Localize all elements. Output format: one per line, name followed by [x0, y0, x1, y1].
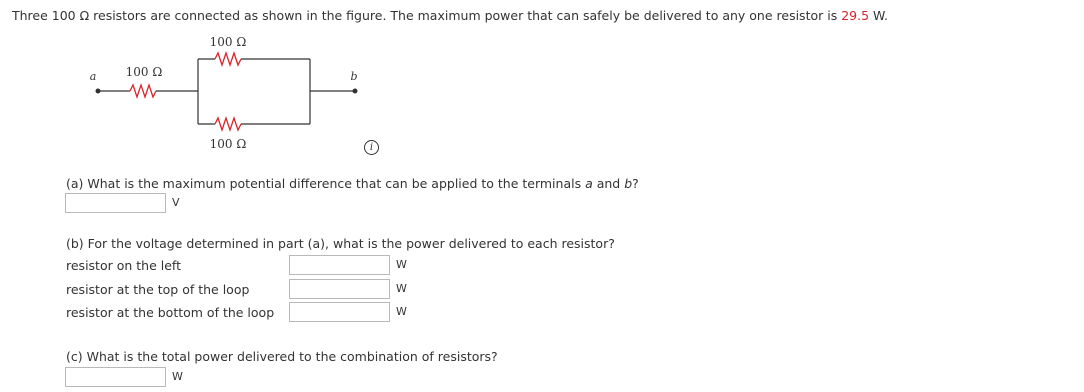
part-b-top-power-input[interactable] — [289, 279, 390, 299]
part-b-bottom-label: resistor at the bottom of the loop — [66, 305, 275, 320]
resistor-left-zigzag — [130, 85, 156, 97]
part-a-question-prefix: (a) What is the maximum potential difference that can be applied to the terminals — [66, 176, 586, 191]
part-b-bottom-unit: W — [389, 302, 413, 322]
part-c-total-power-input[interactable] — [65, 367, 166, 387]
part-b-question: (b) For the voltage determined in part (a), what is the power delivered to each resistor? — [66, 236, 615, 251]
part-c-unit: W — [165, 367, 189, 387]
part-b-top-unit: W — [389, 279, 413, 299]
resistor-bottom-label: 100 Ω — [209, 137, 247, 151]
problem-statement — [12, 8, 888, 23]
part-a-and: and — [592, 176, 625, 191]
part-b-left-unit: W — [389, 255, 413, 275]
resistor-left-label: 100 Ω — [125, 65, 163, 79]
part-a-question — [66, 176, 639, 191]
problem-text-before: Three 100 Ω resistors are connected as shown in the figure. The maximum power that can safely be delivered to any one resistor is — [12, 8, 842, 23]
resistor-top-zigzag — [215, 53, 241, 65]
part-c-question: (c) What is the total power delivered to the combination of resistors? — [66, 349, 498, 364]
problem-text-after: W. — [869, 8, 888, 23]
resistor-top-label: 100 Ω — [209, 35, 247, 49]
terminal-b-label: b — [350, 70, 358, 83]
resistor-bottom-zigzag — [215, 118, 241, 130]
part-a-term-b: b — [624, 176, 633, 191]
part-b-bottom-power-input[interactable] — [289, 302, 390, 322]
part-a-question-suffix: ? — [632, 176, 639, 191]
part-b-left-power-input[interactable] — [289, 255, 390, 275]
info-icon[interactable]: i — [364, 140, 379, 155]
max-power-value: 29.5 — [841, 8, 870, 23]
part-b-top-label: resistor at the top of the loop — [66, 282, 250, 297]
part-b-left-label: resistor on the left — [66, 258, 181, 273]
part-a-unit: V — [165, 193, 189, 213]
terminal-b-dot — [353, 89, 358, 94]
terminal-a-label: a — [89, 70, 97, 83]
part-a-term-a: a — [585, 176, 593, 191]
circuit-figure — [60, 28, 380, 158]
part-a-voltage-input[interactable] — [65, 193, 166, 213]
